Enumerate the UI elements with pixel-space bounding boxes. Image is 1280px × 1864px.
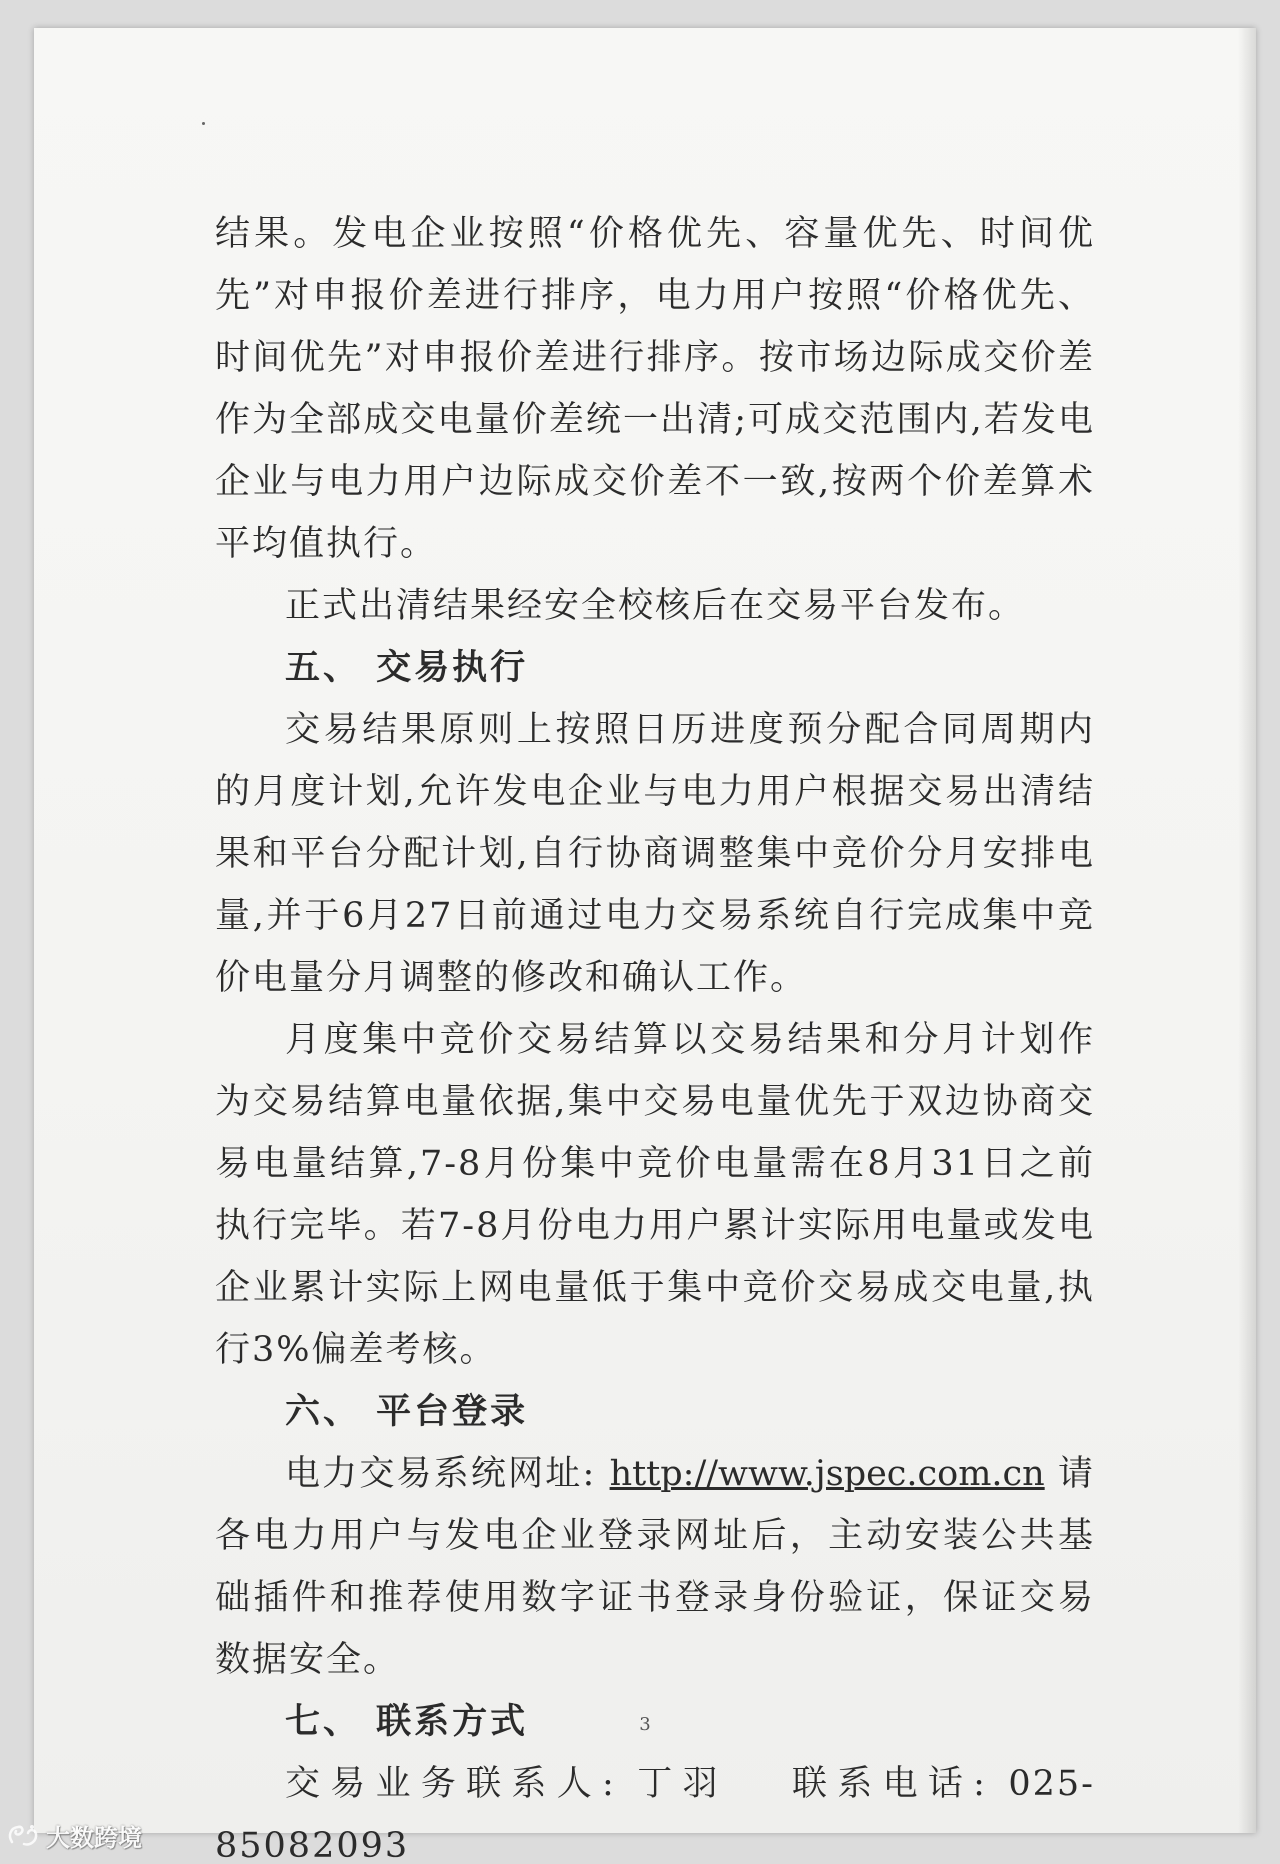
system-url-link[interactable]: http://www.jspec.com.cn: [609, 1454, 1045, 1494]
paragraph-publish: 正式出清结果经安全校核后在交易平台发布。: [285, 586, 1026, 626]
page-number: 3: [639, 1714, 651, 1735]
section-heading-execution: 五、 交易执行: [285, 648, 529, 688]
paragraph-execution: 交易结果原则上按照日历进度预分配合同周期内的月度计划,允许发电企业与电力用户根据交易出清结果和平台分配计划,自行协商调整集中竞价分月安排电量,并于6月27日前通过电力交易系统自行完成集中竞价电量分月调整的修改和确认工作。: [215, 710, 1095, 998]
paragraph-login: [215, 1443, 1095, 1691]
paragraph-settlement: 月度集中竞价交易结算以交易结果和分月计划作为交易结算电量依据,集中交易电量优先于双边协商交易电量结算,7-8月份集中竞价电量需在8月31日之前执行完毕。若7-8月份电力用户累计实际用电量或发电企业累计实际上网电量低于集中竞价交易成交电量,执行3%偏差考核。: [215, 1020, 1095, 1370]
paragraph-contact: 交易业务联系人: 丁羽 联系电话: 025-85082093: [215, 1764, 1095, 1864]
section-heading-login: 六、 平台登录: [285, 1392, 529, 1432]
scan-speck: [202, 122, 205, 125]
section-heading-contact: 七、 联系方式: [285, 1702, 529, 1742]
watermark-logo-icon: [6, 1822, 40, 1850]
login-suffix: 请各电力用户与发电企业登录网址后，主动安装公共基础插件和推荐使用数字证书登录身份验证，保证交易数据安全。: [215, 1454, 1095, 1680]
watermark: [6, 1818, 142, 1853]
paragraph-clearing-rules: 结果。发电企业按照“价格优先、容量优先、时间优先”对申报价差进行排序，电力用户按照“价格优先、时间优先”对申报价差进行排序。按市场边际成交价差作为全部成交电量价差统一出清;可成交范围内,若发电企业与电力用户边际成交价差不一致,按两个价差算术平均值执行。: [215, 214, 1095, 564]
watermark-text: 大数跨境: [46, 1824, 142, 1852]
page-shadow-edge: [1238, 28, 1256, 1833]
login-prefix: 电力交易系统网址:: [285, 1454, 610, 1494]
document-body: [215, 203, 1095, 1864]
